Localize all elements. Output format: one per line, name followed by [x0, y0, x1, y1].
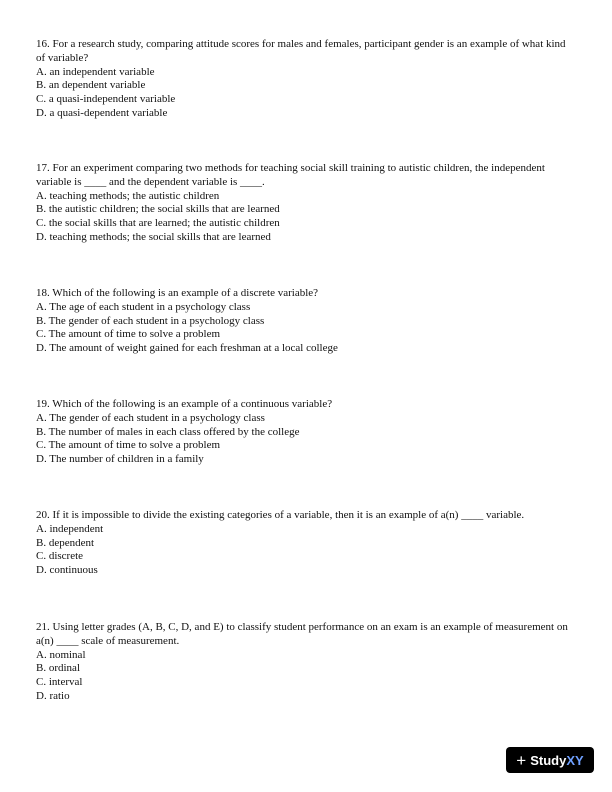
option-c: C. interval: [36, 676, 83, 689]
question-stem: 17. For an experiment comparing two methods for teaching social skill training to autistic children, the independent variable is ____ and the dependent variable is ____.: [36, 162, 545, 188]
option-d: D. ratio: [36, 689, 70, 702]
option-b: B. dependent: [36, 536, 95, 549]
option-b: B. The number of males in each class offered by the college: [36, 425, 300, 438]
option-a: A. The age of each student in a psychology class: [36, 300, 251, 313]
option-c: C. The amount of time to solve a problem: [36, 328, 221, 341]
question-stem: 21. Using letter grades (A, B, C, D, and E) to classify student performance on an exam is an example of measurement on a(n) ____ scale of measurement.: [36, 621, 568, 647]
option-a: A. nominal: [36, 648, 86, 661]
question-20: [36, 509, 576, 578]
option-b: B. The gender of each student in a psychology class: [36, 314, 265, 327]
question-21: [36, 621, 576, 704]
brand-accent: XY: [566, 752, 584, 768]
option-a: A. The gender of each student in a psychology class: [36, 411, 265, 424]
option-d: D. The amount of weight gained for each freshman at a local college: [36, 342, 338, 355]
question-stem: 19. Which of the following is an example of a continuous variable?: [36, 398, 333, 410]
option-d: D. a quasi-dependent variable: [36, 106, 168, 119]
question-17: [36, 162, 576, 245]
plus-icon: +: [516, 750, 527, 770]
brand-name: Study: [530, 752, 567, 768]
option-c: C. The amount of time to solve a problem: [36, 439, 221, 452]
option-d: D. The number of children in a family: [36, 453, 204, 466]
question-16: [36, 38, 576, 121]
option-d: D. teaching methods; the social skills that are learned: [36, 230, 271, 243]
option-c: C. the social skills that are learned; the autistic children: [36, 217, 280, 230]
option-b: B. ordinal: [36, 662, 80, 675]
option-d: D. continuous: [36, 564, 98, 577]
question-stem: 18. Which of the following is an example of a discrete variable?: [36, 287, 319, 299]
option-a: A. independent: [36, 522, 104, 535]
question-18: [36, 287, 576, 356]
option-c: C. a quasi-independent variable: [36, 93, 176, 106]
option-c: C. discrete: [36, 550, 84, 563]
question-stem: 16. For a research study, comparing attitude scores for males and females, participant gender is an example of what kind of variable?: [36, 38, 566, 64]
option-b: B. an dependent variable: [36, 79, 146, 92]
option-a: A. teaching methods; the autistic children: [36, 189, 220, 202]
question-stem: 20. If it is impossible to divide the existing categories of a variable, then it is an example of a(n) ____ variable.: [36, 509, 525, 521]
option-a: A. an independent variable: [36, 65, 155, 78]
studyxy-badge[interactable]: [506, 747, 594, 773]
option-b: B. the autistic children; the social skills that are learned: [36, 203, 280, 216]
question-19: [36, 398, 576, 467]
